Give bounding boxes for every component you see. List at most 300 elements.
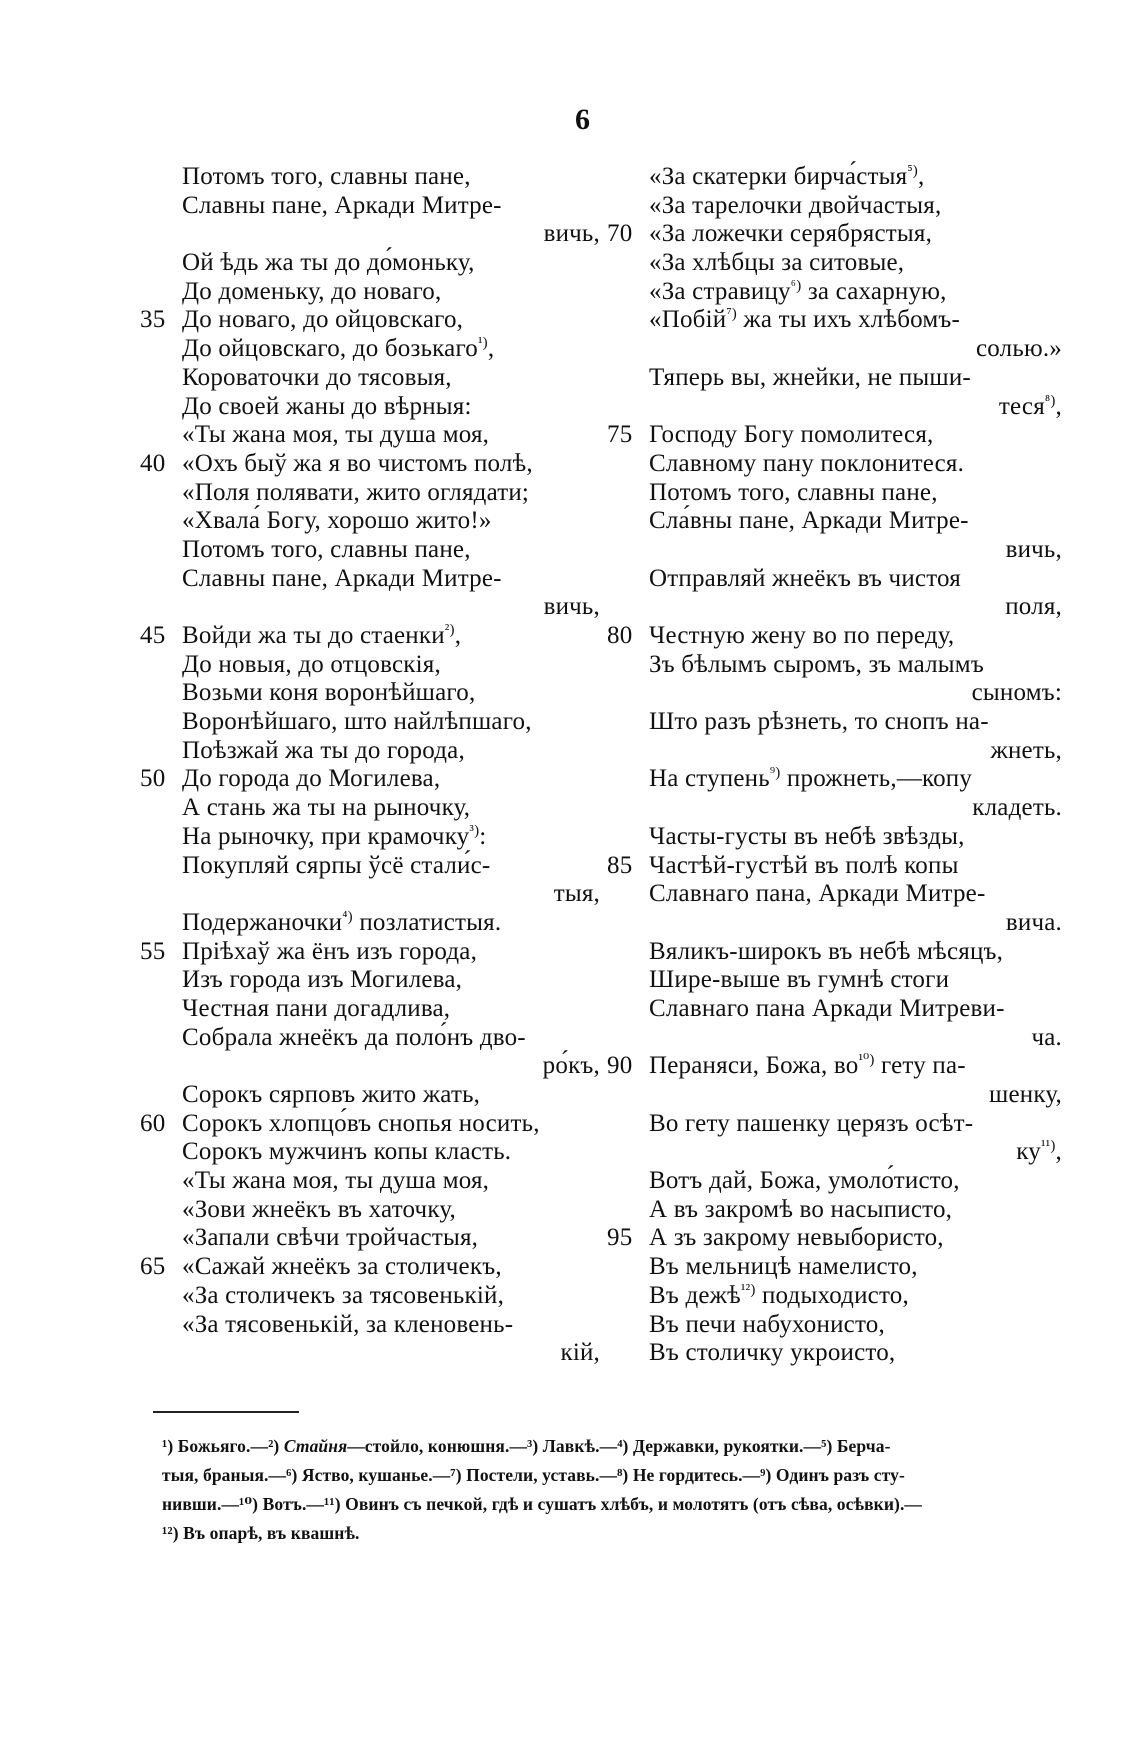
verse-continuation xyxy=(607,679,1062,708)
verse-text xyxy=(649,1282,909,1311)
verse-text xyxy=(182,1253,502,1282)
verse-line xyxy=(607,1253,1062,1282)
verse-text-main: Въ дежѣ xyxy=(649,1281,741,1309)
verse-text-main: Войди жа ты до стаенки xyxy=(182,622,445,649)
verse-line xyxy=(140,622,600,651)
footnote-line: ¹²) Въ опарѣ, въ квашнѣ. xyxy=(162,1523,360,1543)
verse-continuation xyxy=(607,909,1062,938)
verse-text-main: Въ мельницѣ намелисто, xyxy=(649,1253,918,1281)
verse-text-main: На рыночку, при крамочку xyxy=(182,822,470,850)
footnote-text: ¹) Божьяго.—²) xyxy=(162,1436,284,1456)
verse-line xyxy=(607,220,1062,249)
verse-text-main: Пріѣхаў жа ёнъ изъ города, xyxy=(182,937,478,965)
footnotes xyxy=(162,1432,1062,1548)
verse-continuation xyxy=(607,593,1062,622)
verse-line xyxy=(607,364,1062,393)
verse-text-main: До новыя, до отцовскія, xyxy=(182,650,441,678)
verse-text xyxy=(182,393,472,422)
verse-text xyxy=(649,1196,952,1225)
line-number: 40 xyxy=(140,449,166,477)
verse-text xyxy=(182,852,490,881)
verse-text-main: Славны пане, Аркади Митре- xyxy=(182,564,502,592)
verse-line xyxy=(140,651,600,680)
verse-text-main: «За стравицу xyxy=(649,277,791,305)
verse-text-main: Славнаго пана Аркади Митреви- xyxy=(649,994,1005,1022)
verse-text-main: Што разъ рѣзнеть, то снопъ на- xyxy=(649,708,989,736)
verse-text-main: А зъ закрому невыбористо, xyxy=(649,1224,944,1252)
verse-text-tail: , xyxy=(917,163,925,190)
verse-text xyxy=(543,1052,600,1081)
verse-text xyxy=(649,1311,885,1340)
footnote-line xyxy=(162,1432,1062,1461)
verse-text xyxy=(649,450,964,479)
verse-text xyxy=(544,220,600,249)
verse-text-tail: , xyxy=(487,335,495,363)
verse-text xyxy=(182,622,461,651)
verse-line xyxy=(140,909,600,938)
verse-line xyxy=(607,507,1062,536)
verse-line xyxy=(140,450,600,479)
verse-line xyxy=(140,1138,600,1167)
verse-text-main: Собрала жнеёкъ да поло́нъ дво- xyxy=(182,1023,526,1051)
verse-line xyxy=(607,765,1062,794)
verse-text-main: До доменьку, до новаго, xyxy=(182,277,442,305)
verse-text xyxy=(182,335,494,364)
verse-line xyxy=(607,249,1062,278)
verse-text-main: А стань жа ты на рыночку, xyxy=(182,794,471,822)
verse-text-main: Ой ѣдь жа ты до до́моньку, xyxy=(182,249,475,277)
verse-line xyxy=(607,1052,1062,1081)
verse-line xyxy=(140,1224,600,1253)
verse-text xyxy=(182,737,465,766)
verse-text-main: На ступень xyxy=(649,765,770,793)
verse-text-main: ча. xyxy=(1031,1023,1062,1051)
verse-text xyxy=(649,364,971,393)
verse-line xyxy=(607,708,1062,737)
verse-text-main: Сорокъ мужчинъ копы класть. xyxy=(182,1138,512,1166)
footnote-marker: ¹⁰) xyxy=(858,1052,875,1069)
verse-continuation xyxy=(140,220,600,249)
verse-line xyxy=(607,1339,1062,1368)
verse-text xyxy=(972,794,1062,823)
verse-line xyxy=(140,852,600,881)
verse-line xyxy=(140,393,600,422)
footnote-marker: ⁵) xyxy=(907,163,918,179)
verse-line xyxy=(140,364,600,393)
verse-text-tail: , xyxy=(1055,1138,1062,1166)
verse-text xyxy=(649,765,972,794)
verse-text xyxy=(182,1224,478,1253)
footnote-marker: ⁹) xyxy=(769,765,781,782)
verse-line xyxy=(140,335,600,364)
verse-continuation xyxy=(607,737,1062,766)
verse-text-main: До города до Могилева, xyxy=(182,765,441,793)
verse-continuation xyxy=(607,393,1062,422)
verse-text-main: шенку, xyxy=(989,1081,1062,1108)
verse-text xyxy=(649,479,938,508)
verse-text xyxy=(182,1138,511,1167)
verse-line xyxy=(607,880,1062,909)
verse-text xyxy=(544,593,600,622)
verse-text xyxy=(182,479,529,508)
verse-continuation xyxy=(607,1138,1062,1167)
verse-text-main: «За скатерки бирча́стыя xyxy=(649,163,908,190)
verse-text xyxy=(976,335,1062,364)
verse-text xyxy=(182,708,532,737)
verse-text-main: «Побій xyxy=(649,306,727,334)
line-number: 65 xyxy=(140,1253,166,1281)
footnote-marker: ³) xyxy=(469,822,480,839)
verse-line xyxy=(607,651,1062,680)
verse-continuation xyxy=(607,536,1062,565)
verse-text xyxy=(182,1282,504,1311)
verse-text-main: Возьми коня воронѣйшаго, xyxy=(182,679,476,707)
verse-line xyxy=(140,479,600,508)
verse-text xyxy=(649,1224,944,1253)
verse-text xyxy=(1016,1138,1062,1167)
verse-continuation xyxy=(607,335,1062,364)
verse-text xyxy=(182,1167,489,1196)
verse-text xyxy=(182,163,471,192)
footnote-text: —стойло, конюшня.—³) Лавкѣ.—⁴) Державки, рукоятки.—⁵) Берча- xyxy=(347,1436,891,1456)
verse-line xyxy=(140,708,600,737)
verse-text-main: Воронѣйшаго, што найлѣпшаго, xyxy=(182,708,532,736)
verse-line xyxy=(607,823,1062,852)
footnote-line: тыя, браныя.—⁶) Яство, кушанье.—⁷) Постели, уставь.—⁸) Не гордитесь.—⁹) Одинъ разъ сту- xyxy=(162,1465,905,1485)
verse-text xyxy=(649,306,960,335)
verse-text-main: «Ты жана моя, ты душа моя, xyxy=(182,1167,490,1195)
verse-text-main: вичь, xyxy=(543,593,600,621)
verse-text xyxy=(1006,909,1062,938)
verse-text xyxy=(649,708,989,737)
verse-text xyxy=(989,1081,1062,1110)
verse-text-main: Сорокъ хлопцо́въ снопья носить, xyxy=(182,1109,540,1137)
verse-line xyxy=(607,1196,1062,1225)
verse-text xyxy=(182,450,533,479)
verse-text xyxy=(1031,1024,1062,1053)
verse-continuation xyxy=(607,1024,1062,1053)
verse-text xyxy=(182,1311,513,1340)
verse-text-main: Часты-густы въ небѣ звѣзды, xyxy=(649,822,965,850)
verse-text-tail: , xyxy=(454,622,462,649)
line-number: 55 xyxy=(140,937,166,965)
verse-line xyxy=(607,995,1062,1024)
verse-line xyxy=(607,622,1062,651)
footnote-marker: ¹¹) xyxy=(1040,1138,1056,1155)
verse-text xyxy=(182,938,477,967)
verse-line xyxy=(140,1024,600,1053)
verse-text xyxy=(649,651,984,680)
verse-line xyxy=(607,565,1062,594)
verse-text-main: вичь, xyxy=(1005,535,1062,563)
verse-line xyxy=(607,1224,1062,1253)
verse-text-tail: прожнеть,—копу xyxy=(780,765,973,793)
verse-text xyxy=(182,507,492,536)
line-number: 45 xyxy=(140,622,166,649)
verse-text-main: «Охъ быў жа я во чистомъ полѣ, xyxy=(182,449,533,477)
verse-text-main: Славны пане, Аркади Митре- xyxy=(182,191,502,219)
line-number: 75 xyxy=(607,421,633,449)
verse-line xyxy=(607,306,1062,335)
verse-line xyxy=(140,1282,600,1311)
verse-line xyxy=(607,1167,1062,1196)
page-number: 6 xyxy=(575,103,590,136)
left-poem-column xyxy=(140,163,600,1368)
verse-line xyxy=(140,794,600,823)
verse-text-main: Вяликъ-широкъ въ небѣ мѣсяцъ, xyxy=(649,937,1004,965)
verse-text-tail: гету па- xyxy=(874,1052,966,1080)
verse-text xyxy=(649,249,904,278)
verse-line xyxy=(140,1110,600,1139)
verse-text xyxy=(182,1196,456,1225)
verse-line xyxy=(607,278,1062,307)
verse-text xyxy=(649,622,954,651)
verse-line xyxy=(607,479,1062,508)
line-number: 85 xyxy=(607,851,633,879)
verse-line xyxy=(607,450,1062,479)
verse-text-tail: : xyxy=(479,822,487,850)
verse-text-main: Славному пану поклонитеся. xyxy=(649,449,965,477)
verse-text-tail: , xyxy=(1055,392,1062,420)
verse-text-main: «За тясовенькій, за кленовень- xyxy=(182,1310,514,1338)
verse-text xyxy=(649,1052,966,1081)
verse-text-main: ку xyxy=(1016,1138,1041,1166)
verse-line xyxy=(140,1081,600,1110)
verse-text-main: Въ печи набухонисто, xyxy=(649,1310,885,1338)
verse-text-main: Короваточки до тясовыя, xyxy=(182,363,452,391)
verse-line xyxy=(140,1253,600,1282)
verse-text-main: «Поля полявати, жито оглядати; xyxy=(182,478,530,506)
verse-text-main: «За хлѣбцы за ситовые, xyxy=(649,249,905,277)
line-number: 60 xyxy=(140,1109,166,1137)
verse-text-main: Шире-выше въ гумнѣ стоги xyxy=(649,966,950,994)
verse-text xyxy=(182,794,470,823)
verse-text xyxy=(182,249,475,278)
line-number: 95 xyxy=(607,1224,633,1252)
verse-text-main: До новаго, до ойцовскаго, xyxy=(182,306,464,334)
verse-line xyxy=(140,1196,600,1225)
verse-text-main: «За столичекъ за тясовенькій, xyxy=(182,1281,505,1309)
verse-text xyxy=(182,364,452,393)
verse-line xyxy=(607,966,1062,995)
verse-text-tail: за сахарную, xyxy=(801,277,947,305)
verse-text-main: Пераняси, Божа, во xyxy=(649,1052,859,1080)
verse-line xyxy=(607,938,1062,967)
verse-text xyxy=(649,220,932,249)
verse-continuation xyxy=(140,1052,600,1081)
verse-text xyxy=(649,823,965,852)
line-number: 50 xyxy=(140,765,166,793)
verse-text-main: теся xyxy=(998,392,1045,420)
verse-text-main: тыя, xyxy=(553,880,600,908)
verse-line xyxy=(140,421,600,450)
verse-text-main: Отправляй жнеёкъ въ чистоя xyxy=(649,564,961,592)
verse-text xyxy=(990,737,1062,766)
verse-text xyxy=(182,823,486,852)
verse-text xyxy=(182,421,489,450)
verse-text-main: Покупляй сярпы ўсё стали́с- xyxy=(182,851,491,879)
verse-line xyxy=(140,1167,600,1196)
verse-text-main: кладеть. xyxy=(972,794,1062,822)
footnote-italic-term: Стайня xyxy=(283,1436,348,1456)
verse-continuation xyxy=(140,880,600,909)
verse-text-main: вича. xyxy=(1005,908,1062,936)
verse-continuation xyxy=(140,593,600,622)
verse-text xyxy=(649,507,969,536)
verse-line xyxy=(140,995,600,1024)
verse-text-main: Сла́вны пане, Аркади Митре- xyxy=(649,507,969,535)
verse-text-main: Изъ города изъ Могилева, xyxy=(182,966,463,994)
verse-text xyxy=(182,679,475,708)
verse-continuation xyxy=(607,794,1062,823)
verse-text xyxy=(649,995,1005,1024)
verse-text-main: Зъ бѣлымъ сыромъ, зъ малымъ xyxy=(649,650,984,678)
verse-text-main: «Хвала́ Богу, хорошо жито!» xyxy=(182,507,492,535)
verse-line xyxy=(140,306,600,335)
footnote-marker: ⁶) xyxy=(790,277,802,294)
verse-text xyxy=(649,1110,973,1139)
verse-text xyxy=(649,938,1003,967)
verse-text xyxy=(649,1253,918,1282)
verse-line xyxy=(607,1282,1062,1311)
verse-text-main: «За тарелочки двойчастыя, xyxy=(649,191,942,219)
verse-text xyxy=(182,306,463,335)
verse-text-main: До своей жаны до вѣрныя: xyxy=(182,392,472,420)
verse-text xyxy=(649,1167,960,1196)
footnote-marker: ¹) xyxy=(477,335,488,352)
verse-text-main: Потомъ того, славны пане, xyxy=(182,535,471,563)
verse-line xyxy=(140,507,600,536)
verse-text-main: кій, xyxy=(560,1339,600,1367)
verse-text-main: жнеть, xyxy=(990,736,1062,764)
verse-line xyxy=(140,249,600,278)
verse-text xyxy=(649,163,924,192)
verse-line xyxy=(607,163,1062,192)
verse-line xyxy=(140,938,600,967)
verse-text xyxy=(999,393,1062,422)
verse-text xyxy=(182,565,502,594)
verse-text-main: поля, xyxy=(1005,593,1062,621)
verse-line xyxy=(140,679,600,708)
verse-text-main: «За ложечки серябрястыя, xyxy=(649,220,933,248)
verse-line xyxy=(140,737,600,766)
verse-text xyxy=(649,278,947,307)
verse-text xyxy=(649,852,959,881)
verse-text xyxy=(649,192,941,221)
verse-line xyxy=(140,536,600,565)
verse-line xyxy=(140,565,600,594)
verse-text xyxy=(182,995,450,1024)
verse-text-main: Тяперь вы, жнейки, не пыши- xyxy=(649,363,971,391)
right-poem-column xyxy=(607,163,1062,1368)
verse-text xyxy=(182,765,440,794)
verse-text xyxy=(649,565,961,594)
verse-text xyxy=(182,278,441,307)
footnote-marker: ⁴) xyxy=(342,908,353,925)
verse-text xyxy=(560,1339,600,1368)
verse-text-main: Честная пани догадлива, xyxy=(182,994,451,1022)
verse-text-main: Подержаночки xyxy=(182,908,343,936)
verse-text xyxy=(182,1024,526,1053)
verse-line xyxy=(140,966,600,995)
verse-text-main: сыномъ: xyxy=(971,679,1062,707)
verse-text-main: ро́къ, xyxy=(542,1052,600,1080)
verse-text xyxy=(182,966,462,995)
footnote-marker: ²) xyxy=(444,622,455,638)
verse-text-main: «Сажай жнеёкъ за столичекъ, xyxy=(182,1253,502,1281)
line-number: 80 xyxy=(607,622,633,649)
verse-text xyxy=(182,192,502,221)
verse-continuation xyxy=(140,1339,600,1368)
verse-text xyxy=(182,1110,540,1139)
verse-text xyxy=(649,880,985,909)
verse-text xyxy=(649,966,949,995)
verse-text xyxy=(182,651,441,680)
verse-text xyxy=(554,880,600,909)
verse-text xyxy=(182,909,501,938)
verse-text xyxy=(1006,536,1062,565)
footnote-marker: ⁷) xyxy=(726,306,737,323)
verse-text-main: Потомъ того, славны пане, xyxy=(649,478,938,506)
verse-text-main: «Запали свѣчи тройчастыя, xyxy=(182,1224,479,1252)
verse-line xyxy=(140,823,600,852)
verse-text-tail: жа ты ихъ хлѣбомъ- xyxy=(736,306,961,334)
line-number: 90 xyxy=(607,1052,633,1080)
verse-text-main: Поѣзжай жа ты до города, xyxy=(182,736,465,764)
line-number: 70 xyxy=(607,220,633,248)
line-number: 35 xyxy=(140,306,166,334)
verse-text-main: Честную жену во по переду, xyxy=(649,622,955,649)
verse-text xyxy=(649,421,934,450)
verse-line xyxy=(140,1311,600,1340)
verse-text-main: Потомъ того, славны пане, xyxy=(182,163,471,190)
verse-continuation xyxy=(607,1081,1062,1110)
verse-text xyxy=(649,1339,895,1368)
verse-text-main: До ойцовскаго, до бозькаго xyxy=(182,335,478,363)
footnote-marker: ¹²) xyxy=(740,1281,756,1298)
verse-text xyxy=(182,1081,480,1110)
verse-text-main: солью.» xyxy=(976,335,1062,363)
verse-text-main: «Ты жана моя, ты душа моя, xyxy=(182,421,490,449)
footnote-line: нивши.—¹⁰) Вотъ.—¹¹) Овинъ съ печкой, гдѣ и сушатъ хлѣбъ, и молотятъ (отъ сѣва, осѣвки).— xyxy=(162,1494,923,1514)
verse-line xyxy=(140,192,600,221)
verse-text-main: Вотъ дай, Божа, умоло́тисто, xyxy=(649,1167,960,1195)
verse-text-main: Во гету пашенку церязъ осѣт- xyxy=(649,1109,974,1137)
verse-text-main: Въ столичку укроисто, xyxy=(649,1339,896,1367)
verse-text-main: Славнаго пана, Аркади Митре- xyxy=(649,880,986,908)
verse-text xyxy=(1005,593,1062,622)
verse-text-main: вичь, xyxy=(543,220,600,248)
verse-line xyxy=(607,192,1062,221)
verse-line xyxy=(607,421,1062,450)
verse-line xyxy=(140,765,600,794)
footnote-marker: ⁸) xyxy=(1044,392,1056,409)
verse-text-main: Господу Богу помолитеся, xyxy=(649,421,934,449)
verse-text-main: А въ закромѣ во насыписто, xyxy=(649,1195,953,1223)
verse-line xyxy=(607,1110,1062,1139)
verse-line xyxy=(607,852,1062,881)
verse-text-tail: позлатистыя. xyxy=(352,908,502,936)
footnote-divider xyxy=(153,1411,299,1413)
verse-text xyxy=(972,679,1062,708)
verse-text-main: Сорокъ сярповъ жито жать, xyxy=(182,1081,481,1108)
verse-line xyxy=(140,163,600,192)
verse-text-tail: подыходисто, xyxy=(755,1281,909,1309)
verse-line xyxy=(607,1311,1062,1340)
verse-line xyxy=(140,278,600,307)
verse-text-main: «Зови жнеёкъ въ хаточку, xyxy=(182,1195,456,1223)
verse-text xyxy=(182,536,471,565)
